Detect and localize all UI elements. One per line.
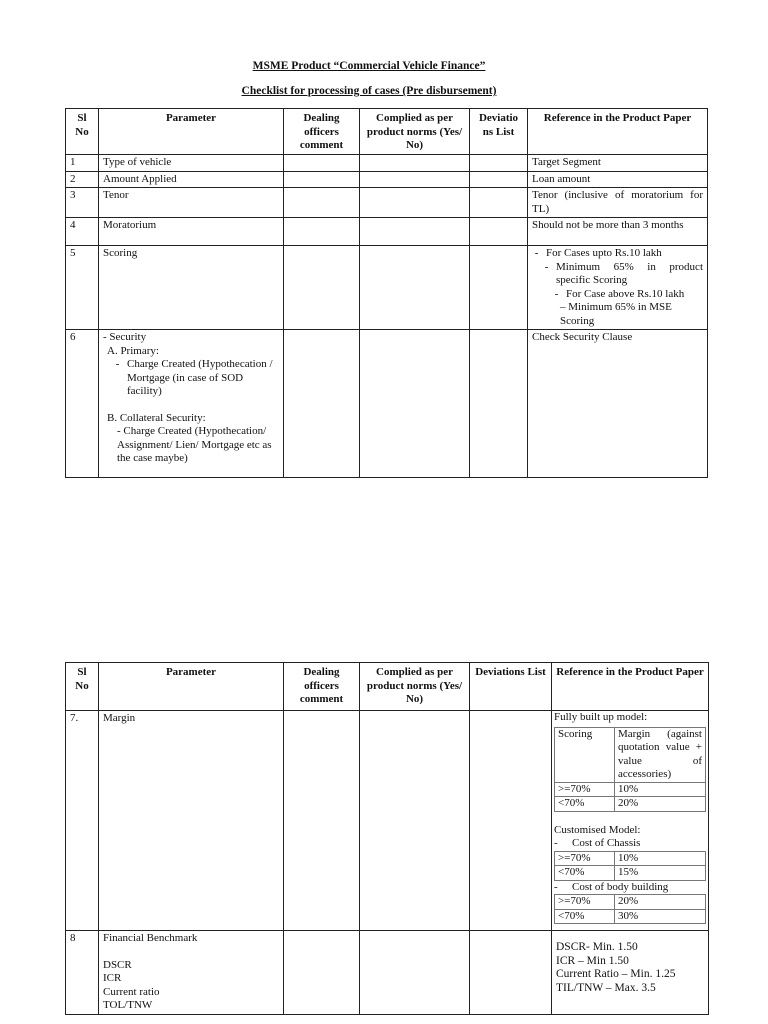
header-reference: Reference in the Product Paper [528,109,708,155]
row-parameter: Amount Applied [99,171,284,188]
row-dealing-cell[interactable] [284,711,360,931]
row-parameter-security [99,330,284,478]
row-reference-financial [552,931,709,1015]
row-dealing-cell[interactable] [284,155,360,172]
row-deviations-cell[interactable] [470,931,552,1015]
score-cell: >=70% [555,782,615,797]
row-parameter: Tenor [99,188,284,218]
row-deviations-cell[interactable] [470,171,528,188]
row-deviations-cell[interactable] [470,246,528,330]
param-item: TOL/TNW [103,999,153,1011]
row-deviations-cell[interactable] [470,188,528,218]
chassis-row [555,851,706,866]
header-complied: Complied as per product norms (Yes/ No) [360,109,470,155]
header-sl-no: Sl No [66,663,99,711]
fully-built-label: Fully built up model: [554,711,648,723]
row-dealing-cell[interactable] [284,246,360,330]
row-sl: 4 [66,218,99,246]
row-deviations-cell[interactable] [470,330,528,478]
ref-item: ICR – Min 1.50 [556,954,629,967]
row-sl: 1 [66,155,99,172]
param-item: ICR [103,972,122,984]
fully-built-row [555,782,706,797]
bullet-dash: - [552,287,559,300]
row-reference-margin [552,711,709,931]
header-dealing-comment: Dealing officers comment [284,109,360,155]
table-row [66,711,709,931]
fully-built-head-scoring: Scoring [555,727,615,782]
financial-benchmark-title: Financial Benchmark [103,932,198,944]
scoring-ref-c: For Case above Rs.10 lakh [566,287,685,300]
bullet-dash: - [542,260,549,273]
scoring-ref-b: Minimum 65% in product specific Scoring [556,260,703,286]
ref-item: Current Ratio – Min. 1.25 [556,968,676,980]
row-reference: Target Segment [528,155,708,172]
table-row [66,330,708,478]
table-header-row [66,109,708,155]
row-reference: Should not be more than 3 months [528,218,708,246]
row-sl: 8 [66,931,99,1015]
row-complied-cell[interactable] [360,155,470,172]
margin-cell: 20% [615,797,706,812]
row-parameter: Moratorium [99,218,284,246]
row-deviations-cell[interactable] [470,711,552,931]
row-reference: Loan amount [528,171,708,188]
chassis-row [555,866,706,881]
header-sl-no: Sl No [66,109,99,155]
row-complied-cell[interactable] [360,711,470,931]
ref-item: TIL/TNW – Max. 3.5 [556,981,656,994]
document-subtitle: Checklist for processing of cases (Pre disbursement) [241,85,497,97]
score-cell: <70% [555,909,615,924]
row-reference: Check Security Clause [528,330,708,478]
fully-built-table [554,727,706,812]
score-cell: >=70% [555,851,615,866]
bullet-dash: - [113,358,120,370]
table-row [66,155,708,172]
header-deviations: Deviatio ns List [470,109,528,155]
table-row [66,188,708,218]
bullet-dash: - [554,880,558,893]
row-complied-cell[interactable] [360,246,470,330]
margin-cell: 20% [615,895,706,910]
fully-built-row [555,797,706,812]
row-sl: 2 [66,171,99,188]
row-parameter: Margin [99,711,284,931]
scoring-ref-a: For Cases upto Rs.10 lakh [546,247,662,259]
security-collateral-item: - Charge Created (Hypothecation/ Assignment/ Lien/ Mortgage etc as the case maybe) [117,425,272,464]
row-parameter: Type of vehicle [99,155,284,172]
chassis-table [554,851,706,881]
margin-cell: 10% [615,851,706,866]
margin-cell: 15% [615,866,706,881]
row-dealing-cell[interactable] [284,171,360,188]
row-deviations-cell[interactable] [470,155,528,172]
fully-built-header-row [555,727,706,782]
table-row [66,171,708,188]
header-deviations: Deviations List [470,663,552,711]
body-building-row [555,909,706,924]
security-primary-item: Charge Created (Hypothecation / Mortgage (in case of SOD facility) [127,358,273,397]
row-complied-cell[interactable] [360,330,470,478]
row-parameter-financial [99,931,284,1015]
margin-cell: 10% [615,782,706,797]
param-item: Current ratio [103,985,160,998]
row-complied-cell[interactable] [360,931,470,1015]
row-reference: Tenor (inclusive of moratorium for TL) [528,188,708,218]
chassis-label: Cost of Chassis [572,837,641,849]
score-cell: <70% [555,866,615,881]
checklist-table-1 [65,108,708,478]
row-complied-cell[interactable] [360,218,470,246]
row-dealing-cell[interactable] [284,218,360,246]
table-row [66,931,709,1015]
body-building-table [554,894,706,924]
row-sl: 7. [66,711,99,931]
row-reference-scoring [528,246,708,330]
security-collateral-label: B. Collateral Security: [107,411,206,424]
security-primary-label: A. Primary: [107,344,159,357]
header-dealing-comment: Dealing officers comment [284,663,360,711]
row-deviations-cell[interactable] [470,218,528,246]
row-dealing-cell[interactable] [284,931,360,1015]
scoring-ref-d: – Minimum 65% in MSE Scoring [560,301,672,327]
table-header-row [66,663,709,711]
table-row [66,246,708,330]
score-cell: >=70% [555,895,615,910]
fully-built-head-margin: Margin (against quotation value + value of accessories) [615,727,706,782]
row-complied-cell[interactable] [360,188,470,218]
table-row [66,218,708,246]
bullet-dash: - [554,837,558,849]
checklist-table-2 [65,662,709,1015]
row-sl: 5 [66,246,99,330]
score-cell: <70% [555,797,615,812]
row-complied-cell[interactable] [360,171,470,188]
row-sl: 6 [66,330,99,478]
row-sl: 3 [66,188,99,218]
document-title: MSME Product “Commercial Vehicle Finance” [252,60,486,72]
header-complied: Complied as per product norms (Yes/ No) [360,663,470,711]
bullet-dash: - [532,247,539,259]
header-reference: Reference in the Product Paper [552,663,709,711]
margin-cell: 30% [615,909,706,924]
body-building-row [555,895,706,910]
ref-item: DSCR- Min. 1.50 [556,941,638,953]
customised-label: Customised Model: [554,823,641,836]
row-dealing-cell[interactable] [284,188,360,218]
header-parameter: Parameter [99,663,284,711]
security-title: - Security [103,331,147,343]
body-building-label: Cost of body building [572,880,669,893]
row-parameter: Scoring [99,246,284,330]
param-item: DSCR [103,958,132,971]
row-dealing-cell[interactable] [284,330,360,478]
header-parameter: Parameter [99,109,284,155]
